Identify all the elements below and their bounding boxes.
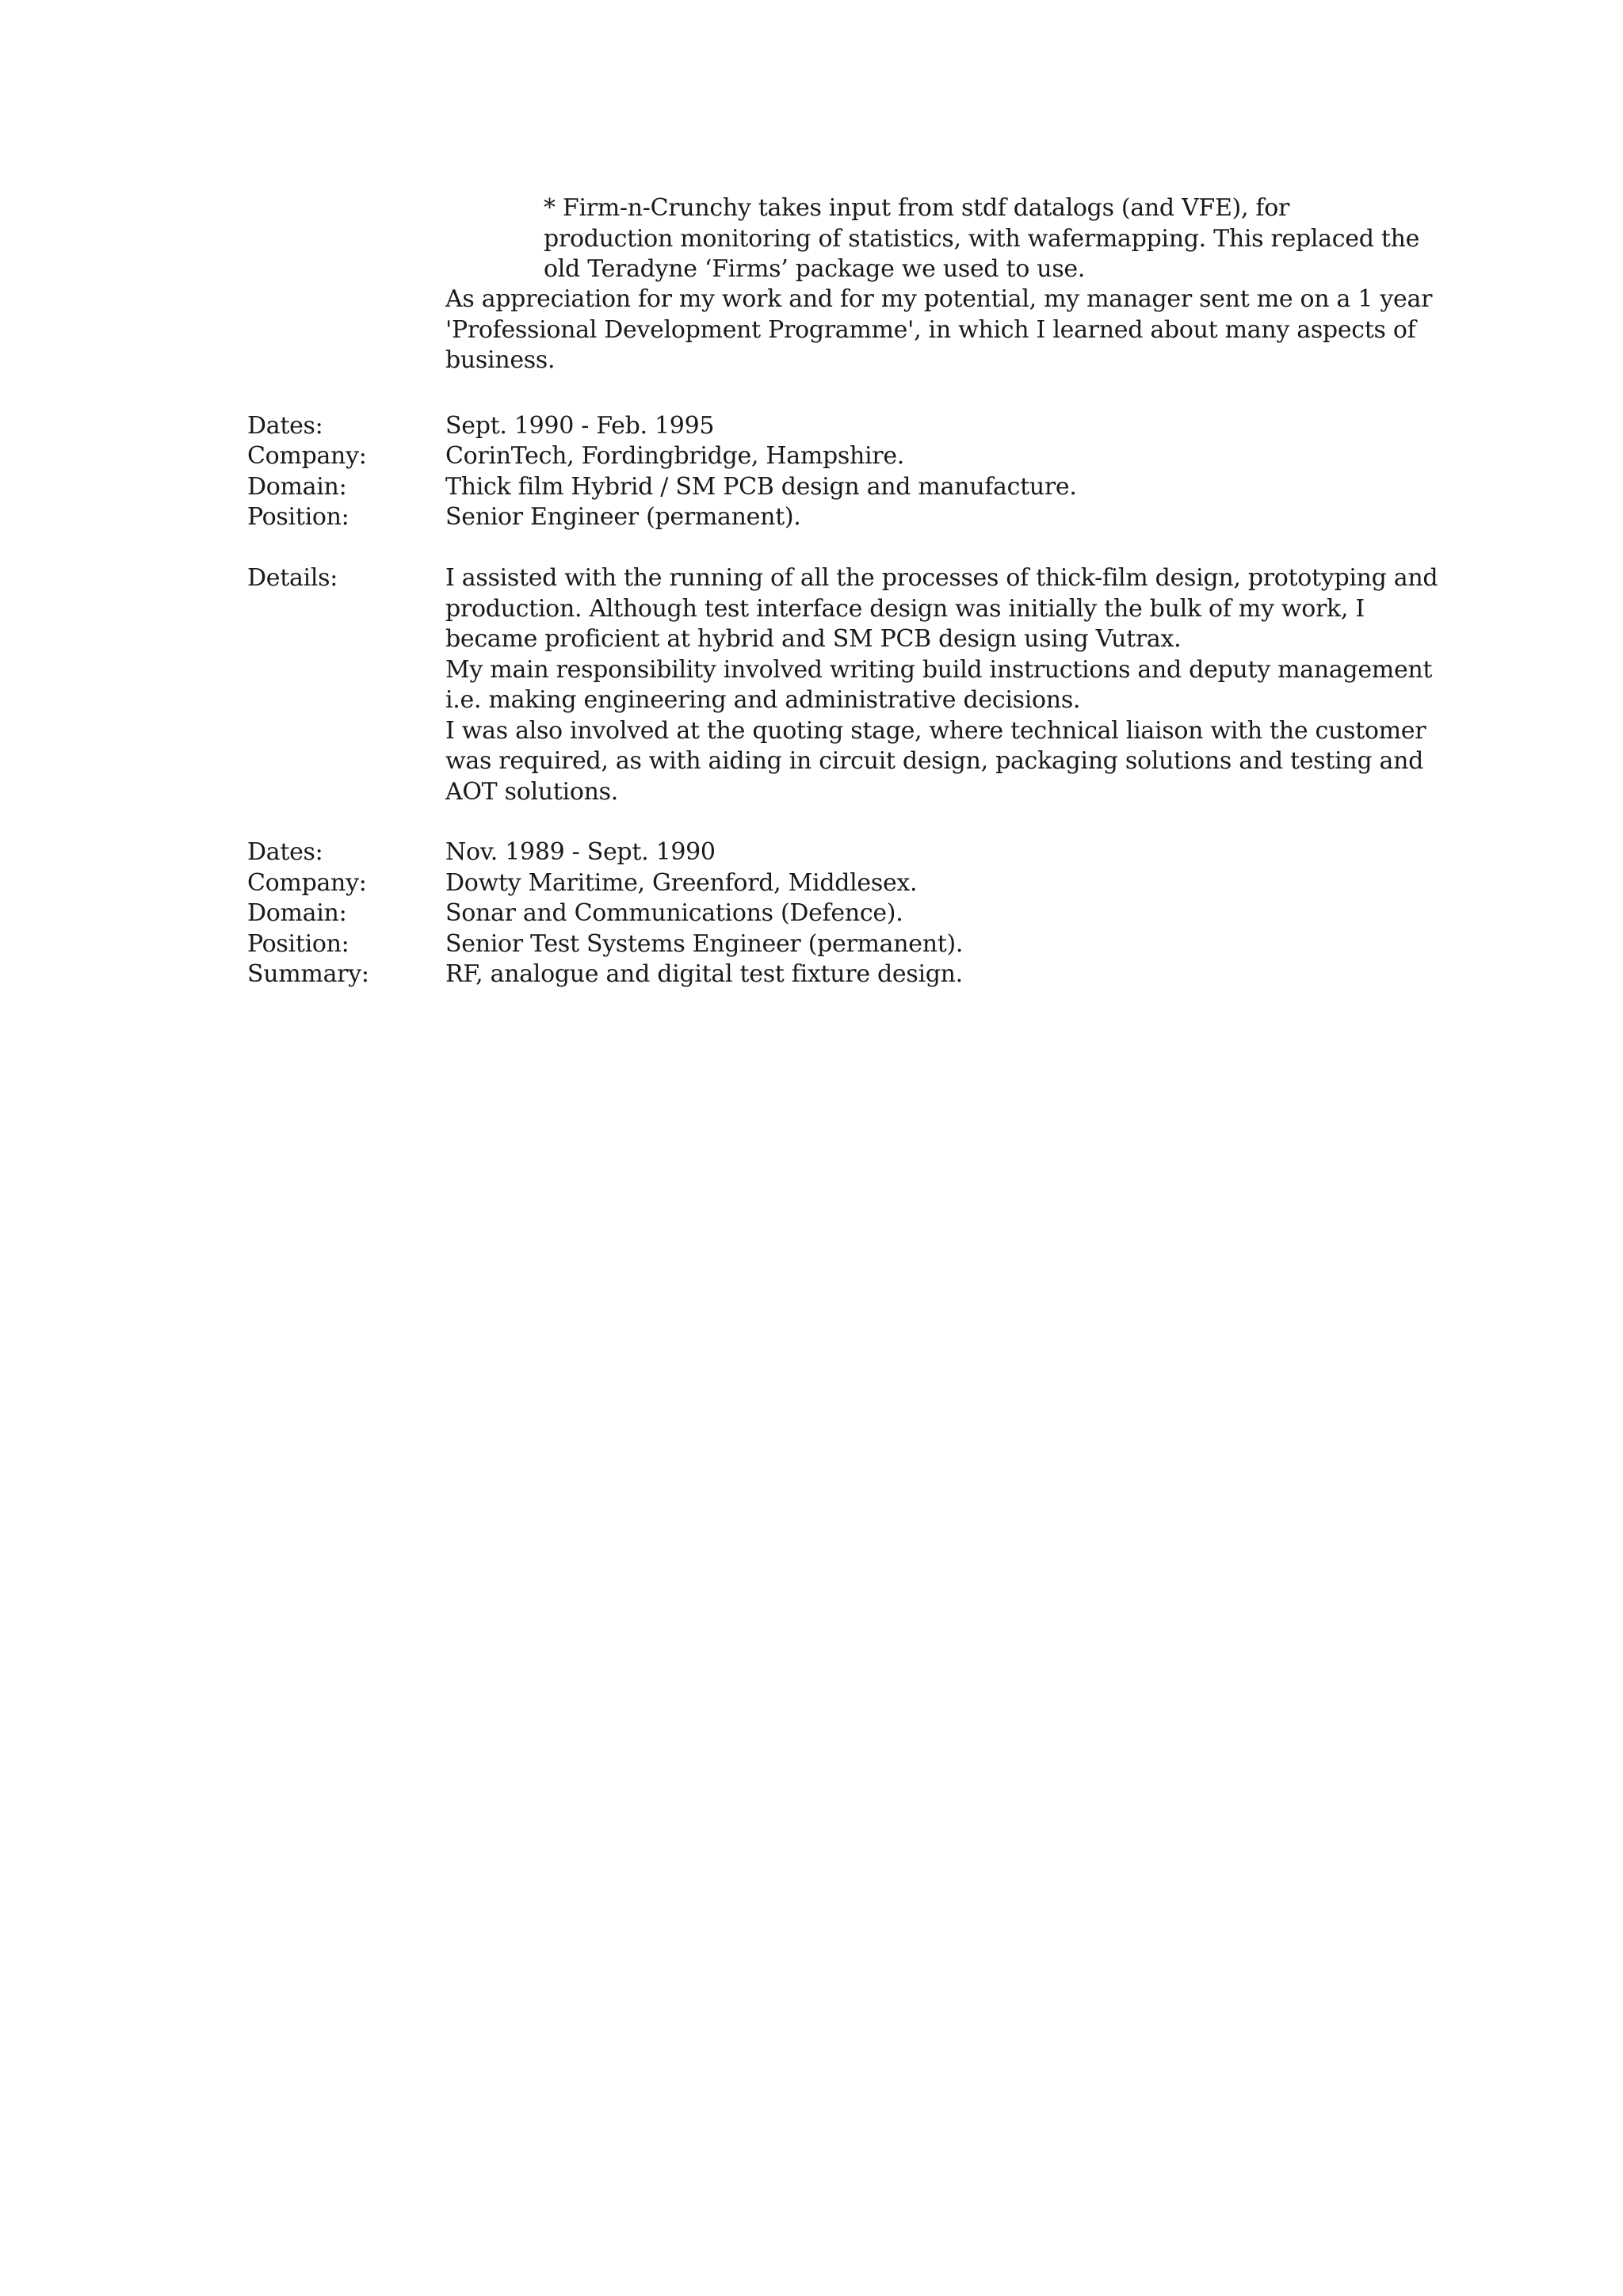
position-label: Position: <box>247 503 349 531</box>
domain-label: Domain: <box>247 473 347 501</box>
details-line: was required, as with aiding in circuit design, packaging solutions and testing and <box>445 747 1424 775</box>
bullet-line: * Firm-n-Crunchy takes input from stdf datalogs (and VFE), for <box>544 194 1290 222</box>
company-label: Company: <box>247 442 367 470</box>
domain-label: Domain: <box>247 899 347 927</box>
bullet-line: old Teradyne ‘Firms’ package we used to use. <box>544 255 1086 283</box>
domain-value: Thick film Hybrid / SM PCB design and manufacture. <box>445 473 1077 501</box>
summary-value: RF, analogue and digital test fixture design. <box>445 960 963 988</box>
details-line: My main responsibility involved writing build instructions and deputy management <box>445 655 1433 684</box>
details-line: I was also involved at the quoting stage, where technical liaison with the customer <box>445 716 1426 745</box>
company-value: Dowty Maritime, Greenford, Middlesex. <box>445 869 918 897</box>
details-line: AOT solutions. <box>445 777 618 806</box>
details-line: production. Although test interface design was initially the bulk of my work, I <box>445 594 1365 623</box>
paragraph-line: As appreciation for my work and for my potential, my manager sent me on a 1 year <box>445 285 1433 313</box>
position-label: Position: <box>247 930 349 958</box>
firm-n-crunchy-bullet <box>544 193 1420 285</box>
details-line: i.e. making engineering and administrative decisions. <box>445 686 1081 714</box>
position-value: Senior Engineer (permanent). <box>445 503 801 531</box>
dates-label: Dates: <box>247 838 323 866</box>
summary-label: Summary: <box>247 960 369 988</box>
company-label: Company: <box>247 869 367 897</box>
details-line: I assisted with the running of all the processes of thick-film design, prototyping and <box>445 564 1438 592</box>
details-line: became proficient at hybrid and SM PCB design using Vutrax. <box>445 625 1182 653</box>
dates-label: Dates: <box>247 412 323 440</box>
dates-value: Sept. 1990 - Feb. 1995 <box>445 412 715 440</box>
paragraph-line: business. <box>445 346 556 374</box>
company-value: CorinTech, Fordingbridge, Hampshire. <box>445 442 905 470</box>
appreciation-paragraph <box>445 284 1433 376</box>
details-label: Details: <box>247 564 338 592</box>
position-value: Senior Test Systems Engineer (permanent). <box>445 930 964 958</box>
domain-value: Sonar and Communications (Defence). <box>445 899 903 927</box>
details-paragraph <box>445 563 1438 807</box>
dates-value: Nov. 1989 - Sept. 1990 <box>445 838 716 866</box>
bullet-line: production monitoring of statistics, with wafermapping. This replaced the <box>544 224 1420 253</box>
paragraph-line: 'Professional Development Programme', in which I learned about many aspects of <box>445 315 1416 344</box>
